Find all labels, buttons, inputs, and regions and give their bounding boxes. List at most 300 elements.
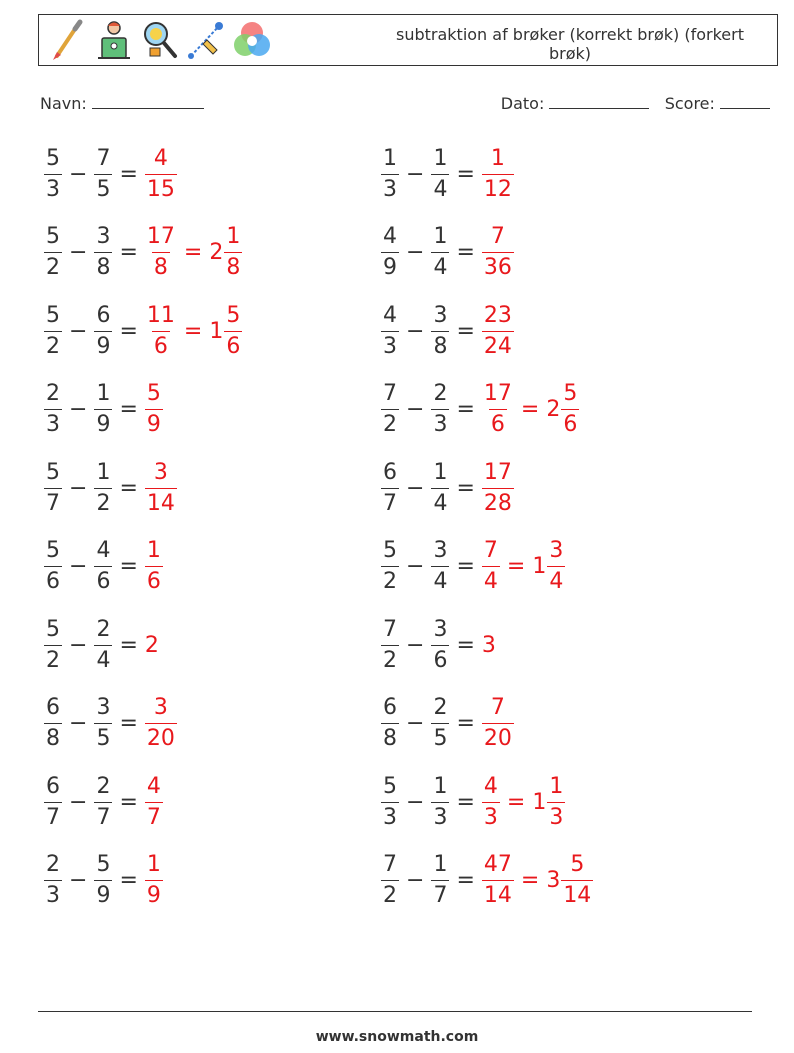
numerator: 4 [96, 538, 111, 563]
numerator: 2 [96, 773, 111, 799]
date-label: Dato: [500, 94, 545, 113]
denominator: 8 [44, 723, 62, 752]
denominator: 3 [431, 409, 449, 438]
equals-sign: = [183, 240, 203, 265]
denominator: 4 [547, 566, 565, 595]
minuend-fraction [381, 774, 399, 831]
minuend-fraction [381, 460, 399, 517]
numerator: 6 [383, 459, 397, 485]
answer [145, 633, 159, 658]
numerator: 5 [46, 538, 60, 563]
numerator: 1 [433, 224, 448, 249]
mixed-whole: 3 [546, 868, 561, 893]
denominator: 24 [482, 331, 514, 360]
equals-sign: = [119, 789, 138, 815]
problem-row [381, 142, 514, 206]
denominator: 7 [44, 488, 62, 517]
numerator: 2 [46, 381, 60, 406]
worksheet-title: subtraktion af brøker (korrekt brøk) (forkert brøk) [395, 25, 744, 63]
answer [482, 695, 514, 752]
problem-row [381, 535, 565, 599]
magnifier-icon [139, 18, 181, 62]
minuend-fraction [44, 303, 62, 360]
mixed-fraction [224, 224, 242, 281]
numerator: 4 [383, 224, 397, 249]
answer [145, 303, 242, 360]
minus-sign: − [69, 554, 88, 579]
subtrahend-fraction [431, 538, 449, 595]
answer [482, 460, 514, 517]
answer-fraction [145, 460, 177, 517]
mixed-whole: 1 [209, 318, 224, 344]
minus-sign: − [406, 161, 425, 187]
answer [482, 538, 565, 595]
numerator: 2 [46, 852, 60, 877]
color-circles-icon [231, 18, 273, 62]
subtrahend-fraction [94, 538, 112, 595]
numerator: 2 [433, 695, 448, 720]
equals-sign: = [119, 240, 138, 265]
answer-fraction [145, 303, 177, 360]
mixed-whole: 2 [209, 240, 224, 265]
subtrahend-fraction [431, 224, 449, 281]
numerator: 6 [96, 302, 111, 328]
denominator: 9 [381, 252, 399, 281]
numerator: 5 [96, 852, 111, 877]
denominator: 4 [431, 174, 449, 203]
equals-sign: = [456, 868, 475, 893]
denominator: 20 [145, 723, 177, 752]
numerator: 7 [383, 381, 397, 406]
equals-sign: = [119, 475, 138, 501]
numerator: 7 [383, 616, 397, 642]
subtrahend-fraction [431, 774, 449, 831]
denominator: 9 [94, 409, 112, 438]
problem-row [381, 770, 565, 834]
problem-row [44, 535, 163, 599]
denominator: 6 [431, 645, 449, 674]
minuend-fraction [44, 224, 62, 281]
subtrahend-fraction [431, 146, 449, 203]
answer-fraction [145, 538, 163, 595]
denominator: 8 [94, 252, 112, 281]
denominator: 9 [94, 331, 112, 360]
equals-sign: = [456, 318, 475, 344]
answer [145, 538, 163, 595]
minus-sign: − [69, 632, 88, 658]
numerator: 1 [146, 538, 161, 563]
numerator: 5 [46, 302, 60, 328]
answer [482, 303, 514, 360]
minuend-fraction [44, 852, 62, 909]
minus-sign: − [406, 397, 425, 422]
subtrahend-fraction [94, 460, 112, 517]
denominator: 2 [44, 252, 62, 281]
minus-sign: − [69, 711, 88, 736]
numerator: 17 [483, 459, 512, 485]
minuend-fraction [44, 146, 62, 203]
problem-row [381, 613, 496, 677]
equals-sign: = [119, 161, 138, 187]
answer [482, 774, 565, 831]
minus-sign: − [406, 789, 425, 815]
minus-sign: − [69, 397, 88, 422]
denominator: 8 [224, 252, 242, 281]
denominator: 9 [145, 880, 163, 909]
answer-fraction [482, 303, 514, 360]
answer-fraction [482, 774, 500, 831]
footer-divider [38, 1011, 752, 1012]
denominator: 3 [44, 880, 62, 909]
numerator: 5 [383, 773, 397, 799]
equals-sign: = [119, 711, 138, 736]
answer-whole: 3 [481, 632, 496, 658]
name-label: Navn: [40, 94, 87, 113]
equals-sign: = [456, 789, 475, 815]
problem-row [44, 692, 177, 756]
denominator: 7 [44, 802, 62, 831]
mixed-fraction [561, 381, 579, 438]
numerator: 1 [146, 852, 161, 877]
paintbrush-icon [47, 18, 89, 62]
header-box [38, 14, 778, 66]
numerator: 4 [153, 145, 168, 171]
subtrahend-fraction [431, 617, 449, 674]
denominator: 8 [431, 331, 449, 360]
answer-fraction [145, 695, 177, 752]
numerator: 5 [46, 616, 60, 642]
denominator: 3 [381, 174, 399, 203]
score-blank[interactable] [720, 92, 770, 109]
problem-row [381, 692, 514, 756]
numerator: 5 [563, 381, 578, 406]
minuend-fraction [381, 695, 399, 752]
subtrahend-fraction [94, 224, 112, 281]
numerator: 5 [46, 224, 60, 249]
numerator: 3 [433, 616, 448, 642]
answer-fraction [482, 852, 514, 909]
numerator: 3 [153, 459, 168, 485]
denominator: 14 [145, 488, 177, 517]
denominator: 5 [431, 723, 449, 752]
problem-row [381, 849, 593, 913]
answer [482, 852, 593, 909]
numerator: 2 [96, 616, 111, 642]
minuend-fraction [44, 538, 62, 595]
answer-fraction [145, 224, 177, 281]
numerator: 5 [46, 145, 60, 171]
numerator: 5 [570, 852, 585, 877]
subtrahend-fraction [431, 695, 449, 752]
minuend-fraction [44, 695, 62, 752]
equals-sign: = [456, 240, 475, 265]
denominator: 3 [44, 174, 62, 203]
subtrahend-fraction [94, 303, 112, 360]
numerator: 1 [549, 773, 564, 799]
minus-sign: − [69, 868, 88, 893]
denominator: 5 [94, 174, 112, 203]
numerator: 1 [490, 145, 505, 171]
minuend-fraction [381, 538, 399, 595]
denominator: 2 [381, 880, 399, 909]
denominator: 8 [152, 252, 170, 281]
answer-fraction [145, 146, 177, 203]
numerator: 1 [433, 773, 448, 799]
answer [145, 146, 177, 203]
minuend-fraction [381, 852, 399, 909]
denominator: 2 [94, 488, 112, 517]
minus-sign: − [69, 161, 88, 187]
problem-row [44, 456, 177, 520]
numerator: 7 [490, 224, 505, 249]
mixed-whole: 2 [546, 397, 561, 422]
equals-sign: = [119, 554, 138, 579]
numerator: 17 [483, 381, 512, 406]
denominator: 8 [381, 723, 399, 752]
minus-sign: − [406, 554, 425, 579]
minus-sign: − [69, 240, 88, 265]
mixed-fraction [224, 303, 242, 360]
answer [145, 224, 242, 281]
subtrahend-fraction [431, 460, 449, 517]
problem-row [44, 221, 242, 285]
answer [145, 774, 163, 831]
denominator: 6 [489, 409, 507, 438]
mixed-fraction [561, 852, 593, 909]
denominator: 36 [482, 252, 514, 281]
subtrahend-fraction [431, 381, 449, 438]
minus-sign: − [69, 789, 88, 815]
problem-row [381, 378, 579, 442]
equals-sign: = [456, 161, 475, 187]
score-label: Score: [664, 94, 715, 113]
numerator: 11 [146, 302, 175, 328]
equals-sign: = [456, 632, 475, 658]
date-blank[interactable] [549, 92, 649, 109]
answer [482, 381, 579, 438]
denominator: 3 [381, 802, 399, 831]
numerator: 1 [383, 145, 397, 171]
numerator: 5 [383, 538, 397, 563]
denominator: 3 [431, 802, 449, 831]
answer [145, 852, 163, 909]
numerator: 1 [433, 852, 448, 877]
denominator: 6 [152, 331, 170, 360]
equals-sign: = [119, 868, 138, 893]
denominator: 9 [94, 880, 112, 909]
denominator: 4 [431, 488, 449, 517]
problem-row [381, 299, 514, 363]
numerator: 1 [433, 459, 448, 485]
denominator: 3 [44, 409, 62, 438]
equals-sign: = [520, 397, 540, 422]
problem-row [44, 142, 177, 206]
problem-row [44, 849, 163, 913]
subtrahend-fraction [94, 381, 112, 438]
problem-row [44, 299, 242, 363]
name-blank[interactable] [92, 92, 204, 109]
denominator: 7 [431, 880, 449, 909]
numerator: 3 [549, 538, 564, 563]
minus-sign: − [406, 475, 425, 501]
equals-sign: = [119, 397, 138, 422]
subtrahend-fraction [94, 617, 112, 674]
minuend-fraction [44, 617, 62, 674]
equals-sign: = [520, 868, 540, 893]
numerator: 1 [226, 224, 241, 249]
denominator: 14 [482, 880, 514, 909]
answer [145, 460, 177, 517]
numerator: 5 [46, 459, 60, 485]
problem-row [381, 221, 514, 285]
denominator: 7 [94, 802, 112, 831]
answer-fraction [482, 460, 514, 517]
numerator: 3 [153, 695, 168, 720]
denominator: 28 [482, 488, 514, 517]
mixed-fraction [547, 538, 565, 595]
numerator: 23 [483, 302, 512, 328]
answer-fraction [145, 852, 163, 909]
numerator: 3 [433, 538, 448, 563]
denominator: 7 [381, 488, 399, 517]
problem-row [44, 770, 163, 834]
denominator: 3 [381, 331, 399, 360]
numerator: 4 [383, 302, 397, 328]
equals-sign: = [456, 554, 475, 579]
mixed-fraction [547, 774, 565, 831]
denominator: 6 [94, 566, 112, 595]
answer [482, 224, 514, 281]
numerator: 2 [433, 381, 448, 406]
minus-sign: − [406, 711, 425, 736]
equals-sign: = [456, 711, 475, 736]
numerator: 7 [490, 695, 505, 720]
numerator: 4 [483, 773, 498, 799]
numerator: 1 [433, 145, 448, 171]
answer [482, 146, 514, 203]
answer-fraction [482, 146, 514, 203]
equals-sign: = [183, 318, 203, 344]
answer-fraction [145, 774, 163, 831]
numerator: 4 [146, 773, 161, 799]
minus-sign: − [406, 240, 425, 265]
denominator: 3 [482, 802, 500, 831]
minus-sign: − [69, 475, 88, 501]
denominator: 2 [44, 645, 62, 674]
numerator: 3 [433, 302, 448, 328]
denominator: 2 [44, 331, 62, 360]
denominator: 20 [482, 723, 514, 752]
answer [145, 381, 163, 438]
answer-fraction [145, 381, 163, 438]
denominator: 9 [145, 409, 163, 438]
equals-sign: = [456, 475, 475, 501]
equals-sign: = [119, 632, 138, 658]
equals-sign: = [119, 318, 138, 344]
numerator: 5 [226, 302, 241, 328]
equals-sign: = [456, 397, 475, 422]
numerator: 3 [96, 695, 111, 720]
denominator: 4 [431, 566, 449, 595]
problem-row [44, 378, 163, 442]
minuend-fraction [381, 617, 399, 674]
numerator: 7 [383, 852, 397, 877]
answer [482, 633, 496, 658]
subtrahend-fraction [94, 852, 112, 909]
denominator: 6 [44, 566, 62, 595]
denominator: 4 [482, 566, 500, 595]
denominator: 4 [431, 252, 449, 281]
minus-sign: − [406, 318, 425, 344]
minuend-fraction [44, 774, 62, 831]
footer-url: www.snowmath.com [315, 1029, 479, 1045]
answer-whole: 2 [144, 632, 159, 658]
minus-sign: − [406, 632, 425, 658]
name-field [40, 92, 204, 113]
minuend-fraction [44, 381, 62, 438]
answer [145, 695, 177, 752]
compass-pin-icon [185, 18, 227, 62]
denominator: 7 [145, 802, 163, 831]
answer-fraction [482, 224, 514, 281]
mixed-whole: 1 [532, 554, 547, 579]
minuend-fraction [381, 146, 399, 203]
numerator: 1 [96, 381, 111, 406]
numerator: 7 [483, 538, 498, 563]
denominator: 2 [381, 645, 399, 674]
denominator: 6 [561, 409, 579, 438]
teacher-icon [93, 18, 135, 62]
answer-fraction [482, 381, 514, 438]
denominator: 15 [145, 174, 177, 203]
mixed-whole: 1 [532, 789, 547, 815]
denominator: 2 [381, 409, 399, 438]
minus-sign: − [69, 318, 88, 344]
answer-fraction [482, 538, 500, 595]
denominator: 12 [482, 174, 514, 203]
subtrahend-fraction [94, 146, 112, 203]
subtrahend-fraction [431, 852, 449, 909]
numerator: 47 [483, 852, 512, 877]
numerator: 17 [146, 224, 175, 249]
equals-sign: = [506, 789, 526, 815]
subtrahend-fraction [94, 774, 112, 831]
numerator: 7 [96, 145, 111, 171]
denominator: 6 [145, 566, 163, 595]
icon-strip [47, 18, 273, 62]
denominator: 4 [94, 645, 112, 674]
problem-row [381, 456, 514, 520]
numerator: 1 [96, 459, 111, 485]
subtrahend-fraction [94, 695, 112, 752]
minuend-fraction [381, 303, 399, 360]
numerator: 6 [46, 773, 60, 799]
answer-fraction [482, 695, 514, 752]
numerator: 5 [146, 381, 161, 406]
minuend-fraction [381, 224, 399, 281]
minus-sign: − [406, 868, 425, 893]
denominator: 14 [561, 880, 593, 909]
subtrahend-fraction [431, 303, 449, 360]
numerator: 3 [96, 224, 111, 249]
numerator: 6 [46, 695, 60, 720]
date-score-field [501, 92, 770, 113]
minuend-fraction [44, 460, 62, 517]
denominator: 2 [381, 566, 399, 595]
problem-row [44, 613, 159, 677]
numerator: 6 [383, 695, 397, 720]
denominator: 6 [224, 331, 242, 360]
